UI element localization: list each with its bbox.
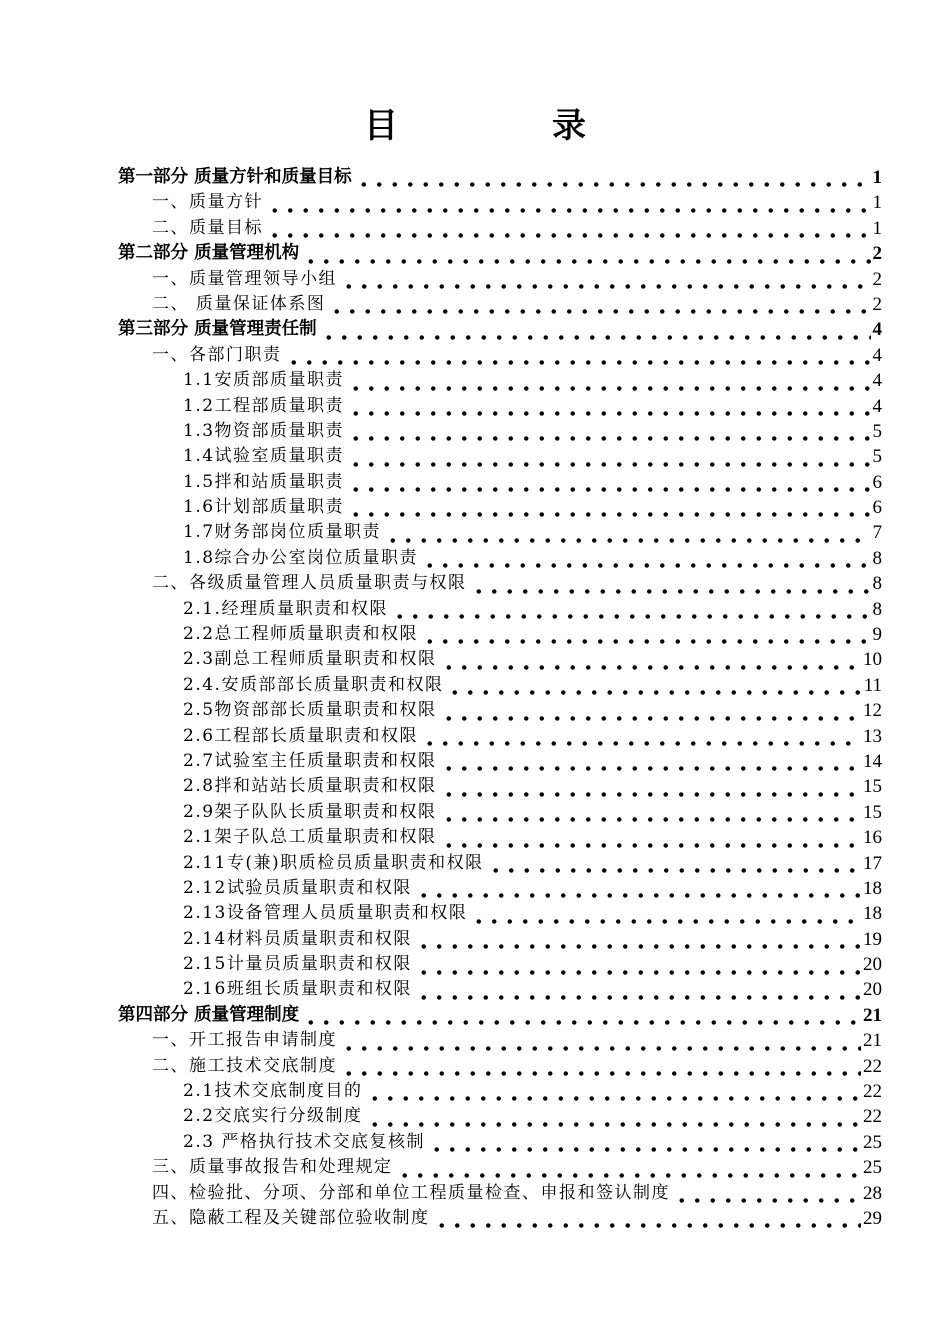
toc-page-number: 6	[872, 497, 882, 519]
toc-dot-leader	[346, 419, 870, 444]
toc-entry-title: 2.3副总工程师质量职责和权限	[183, 649, 437, 670]
toc-page-number: 7	[872, 522, 882, 544]
toc-entry[interactable]	[118, 673, 882, 698]
toc-dot-leader	[439, 749, 861, 774]
toc-entry[interactable]	[118, 927, 882, 952]
toc-entry[interactable]	[118, 571, 882, 596]
toc-entry-title: 2.11专(兼)职质检员质量职责和权限	[183, 852, 484, 873]
toc-dot-leader	[414, 953, 861, 978]
toc-page-number: 2	[872, 243, 882, 265]
toc-entry[interactable]	[118, 724, 882, 749]
toc-page-number: 9	[872, 624, 882, 646]
toc-page-number: 4	[872, 319, 882, 341]
toc-entry[interactable]	[118, 647, 882, 672]
toc-entry[interactable]	[118, 749, 882, 774]
toc-dot-leader	[339, 267, 871, 292]
toc-entry[interactable]	[118, 825, 882, 850]
toc-entry-title: 二、质量目标	[152, 217, 263, 238]
toc-entry-title: 2.1.经理质量职责和权限	[183, 598, 388, 619]
toc-entry[interactable]	[118, 1054, 882, 1079]
toc-dot-leader	[439, 826, 861, 851]
toc-dot-leader	[439, 775, 861, 800]
toc-page-number: 1	[872, 217, 882, 239]
toc-page-number: 14	[863, 750, 882, 772]
toc-dot-leader	[354, 165, 871, 190]
toc-page-number: 5	[872, 446, 882, 468]
toc-entry-title: 2.2总工程师质量职责和权限	[183, 624, 419, 645]
toc-dot-leader	[420, 622, 870, 647]
toc-entry-title: 1.3物资部质量职责	[183, 420, 345, 441]
toc-entry-title: 一、质量方针	[152, 192, 263, 213]
toc-entry[interactable]	[118, 876, 882, 901]
toc-dot-leader	[469, 902, 861, 927]
toc-entry-title: 2.12试验员质量职责和权限	[183, 877, 412, 898]
toc-entry-title: 二、各级质量管理人员质量职责与权限	[152, 573, 467, 594]
toc-entry-title: 三、质量事故报告和处理规定	[152, 1157, 393, 1178]
toc-entry-title: 五、隐蔽工程及关键部位验收制度	[152, 1208, 430, 1228]
toc-entry[interactable]	[118, 292, 882, 317]
toc-page-number: 22	[863, 1055, 882, 1077]
toc-entry[interactable]	[118, 470, 882, 495]
toc-dot-leader	[439, 800, 861, 825]
toc-dot-leader	[390, 597, 871, 622]
toc-dot-leader	[265, 191, 871, 216]
toc-dot-leader	[284, 343, 871, 368]
toc-dot-leader	[445, 673, 861, 698]
toc-page-number: 12	[863, 700, 882, 722]
toc-page-number: 18	[863, 877, 882, 899]
toc-entry-title: 2.4.安质部部长质量职责和权限	[183, 674, 444, 695]
toc-entry-title: 1.1安质部质量职责	[183, 370, 345, 391]
toc-dot-leader	[319, 318, 871, 343]
toc-page-number: 22	[863, 1081, 882, 1103]
toc-page-number: 15	[863, 801, 882, 823]
toc-dot-leader	[365, 1105, 861, 1130]
toc-entry[interactable]	[118, 1003, 882, 1028]
toc-dot-leader	[346, 369, 870, 394]
toc-page-number: 20	[863, 954, 882, 976]
toc-entry-title: 第一部分 质量方针和质量目标	[118, 166, 352, 187]
toc-page-number: 8	[872, 547, 882, 569]
toc-page-number: 21	[863, 1004, 882, 1026]
toc-entry-title: 1.4试验室质量职责	[183, 446, 345, 467]
toc-page-number: 2	[872, 293, 882, 315]
toc-page-number: 16	[863, 827, 882, 849]
toc-page-number: 8	[872, 598, 882, 620]
toc-entry[interactable]	[118, 1206, 882, 1231]
toc-entry[interactable]	[118, 774, 882, 799]
toc-entry-title: 2.8拌和站站长质量职责和权限	[183, 776, 437, 797]
toc-entry[interactable]	[118, 1104, 882, 1129]
toc-page-number: 4	[872, 395, 882, 417]
toc-entry[interactable]	[118, 546, 882, 571]
toc-entry-title: 1.5拌和站质量职责	[183, 471, 345, 492]
toc-dot-leader	[265, 216, 871, 241]
toc-dot-leader	[414, 876, 861, 901]
toc-entry-title: 2.14材料员质量职责和权限	[183, 928, 412, 949]
toc-page-number: 8	[872, 573, 882, 595]
toc-dot-leader	[469, 572, 871, 597]
toc-dot-leader	[301, 242, 870, 267]
toc-entry[interactable]	[118, 317, 882, 342]
toc-entry-title: 2.1架子队总工质量职责和权限	[183, 827, 437, 848]
toc-entry-title: 2.15计量员质量职责和权限	[183, 954, 412, 975]
toc-entry[interactable]	[118, 1079, 882, 1104]
toc-entry-title: 2.7试验室主任质量职责和权限	[183, 750, 437, 771]
toc-entry-title: 二、 质量保证体系图	[152, 293, 326, 314]
toc-dot-leader	[486, 851, 861, 876]
toc-page-number: 11	[863, 674, 882, 696]
toc-entry-title: 2.5物资部部长质量职责和权限	[183, 700, 437, 721]
toc-entry-title: 2.16班组长质量职责和权限	[183, 979, 412, 1000]
toc-page-number: 25	[863, 1157, 882, 1179]
toc-entry[interactable]	[118, 444, 882, 469]
toc-entry-title: 第四部分 质量管理制度	[118, 1004, 300, 1025]
toc-entry[interactable]	[118, 1130, 882, 1155]
toc-page-number: 1	[872, 166, 882, 188]
toc-dot-leader	[414, 978, 861, 1003]
toc-page-number: 28	[863, 1182, 882, 1204]
toc-page-number: 15	[863, 776, 882, 798]
toc-dot-leader	[420, 546, 870, 571]
toc-entry[interactable]	[118, 622, 882, 647]
toc-entry-title: 1.8综合办公室岗位质量职责	[183, 547, 419, 568]
toc-entry[interactable]	[118, 800, 882, 825]
toc-page-number: 21	[863, 1030, 882, 1052]
toc-entry[interactable]	[118, 216, 882, 241]
toc-entry-title: 2.9架子队队长质量职责和权限	[183, 801, 437, 822]
toc-entry[interactable]	[118, 394, 882, 419]
toc-entry[interactable]	[118, 165, 882, 190]
toc-dot-leader	[672, 1181, 861, 1206]
toc-entry[interactable]	[118, 419, 882, 444]
toc-dot-leader	[395, 1156, 862, 1181]
toc-entry-title: 1.2工程部质量职责	[183, 395, 345, 416]
toc-page-number: 29	[863, 1208, 882, 1229]
toc-page-number: 1	[872, 192, 882, 214]
toc-entry[interactable]	[118, 597, 882, 622]
toc-entry[interactable]	[118, 851, 882, 876]
toc-page-number: 5	[872, 420, 882, 442]
toc-entry-title: 第二部分 质量管理机构	[118, 243, 300, 264]
toc-dot-leader	[339, 1054, 861, 1079]
toc-page-number: 4	[872, 370, 882, 392]
toc-dot-leader	[420, 724, 861, 749]
toc-entry[interactable]	[118, 698, 882, 723]
toc-page-number: 20	[863, 979, 882, 1001]
toc-page-number: 22	[863, 1106, 882, 1128]
toc-entry[interactable]	[118, 368, 882, 393]
toc-dot-leader	[439, 699, 861, 724]
toc-entry[interactable]	[118, 901, 882, 926]
toc-dot-leader	[432, 1206, 862, 1231]
toc-page-number: 17	[863, 852, 882, 874]
toc-dot-leader	[346, 394, 870, 419]
toc-dot-leader	[427, 1130, 861, 1155]
toc-dot-leader	[339, 1029, 861, 1054]
toc-entry-title: 2.1技术交底制度目的	[183, 1081, 363, 1102]
toc-entry-title: 2.3 严格执行技术交底复核制	[183, 1131, 425, 1152]
toc-entry[interactable]	[118, 1181, 882, 1206]
toc-page-number: 6	[872, 471, 882, 493]
toc-entry-title: 2.6工程部长质量职责和权限	[183, 725, 419, 746]
toc-entry-title: 一、开工报告申请制度	[152, 1030, 337, 1051]
toc-page-number: 4	[872, 344, 882, 366]
toc-page-number: 19	[863, 928, 882, 950]
toc-entry[interactable]	[118, 520, 882, 545]
toc-entry-title: 2.13设备管理人员质量职责和权限	[183, 903, 468, 924]
toc-entry[interactable]	[118, 952, 882, 977]
toc-dot-leader	[383, 521, 870, 546]
toc-dot-leader	[414, 927, 861, 952]
toc-dot-leader	[346, 445, 870, 470]
table-of-contents	[118, 165, 882, 1231]
toc-entry-title: 一、各部门职责	[152, 344, 282, 365]
toc-entry-title: 一、质量管理领导小组	[152, 268, 337, 289]
toc-dot-leader	[439, 648, 861, 673]
toc-entry-title: 二、施工技术交底制度	[152, 1055, 337, 1076]
toc-entry[interactable]	[118, 241, 882, 266]
toc-entry[interactable]	[118, 190, 882, 215]
toc-entry[interactable]	[118, 495, 882, 520]
toc-dot-leader	[301, 1003, 861, 1028]
toc-entry[interactable]	[118, 1028, 882, 1053]
toc-dot-leader	[346, 495, 870, 520]
toc-page-number: 25	[863, 1131, 882, 1153]
toc-entry-title: 第三部分 质量管理责任制	[118, 319, 317, 340]
toc-page-number: 10	[863, 649, 882, 671]
toc-dot-leader	[346, 470, 870, 495]
toc-entry[interactable]	[118, 978, 882, 1003]
toc-entry-title: 四、检验批、分项、分部和单位工程质量检查、申报和签认制度	[152, 1182, 670, 1203]
toc-entry-title: 1.6计划部质量职责	[183, 497, 345, 518]
toc-entry-title: 1.7财务部岗位质量职责	[183, 522, 382, 543]
toc-entry[interactable]	[118, 343, 882, 368]
toc-page-number: 13	[863, 725, 882, 747]
toc-entry-title: 2.2交底实行分级制度	[183, 1106, 363, 1127]
toc-dot-leader	[327, 292, 870, 317]
page-title: 目 录	[364, 106, 646, 146]
toc-page-number: 2	[872, 268, 882, 290]
toc-entry[interactable]	[118, 1155, 882, 1180]
toc-entry[interactable]	[118, 267, 882, 292]
toc-page-number: 18	[863, 903, 882, 925]
toc-dot-leader	[365, 1079, 861, 1104]
